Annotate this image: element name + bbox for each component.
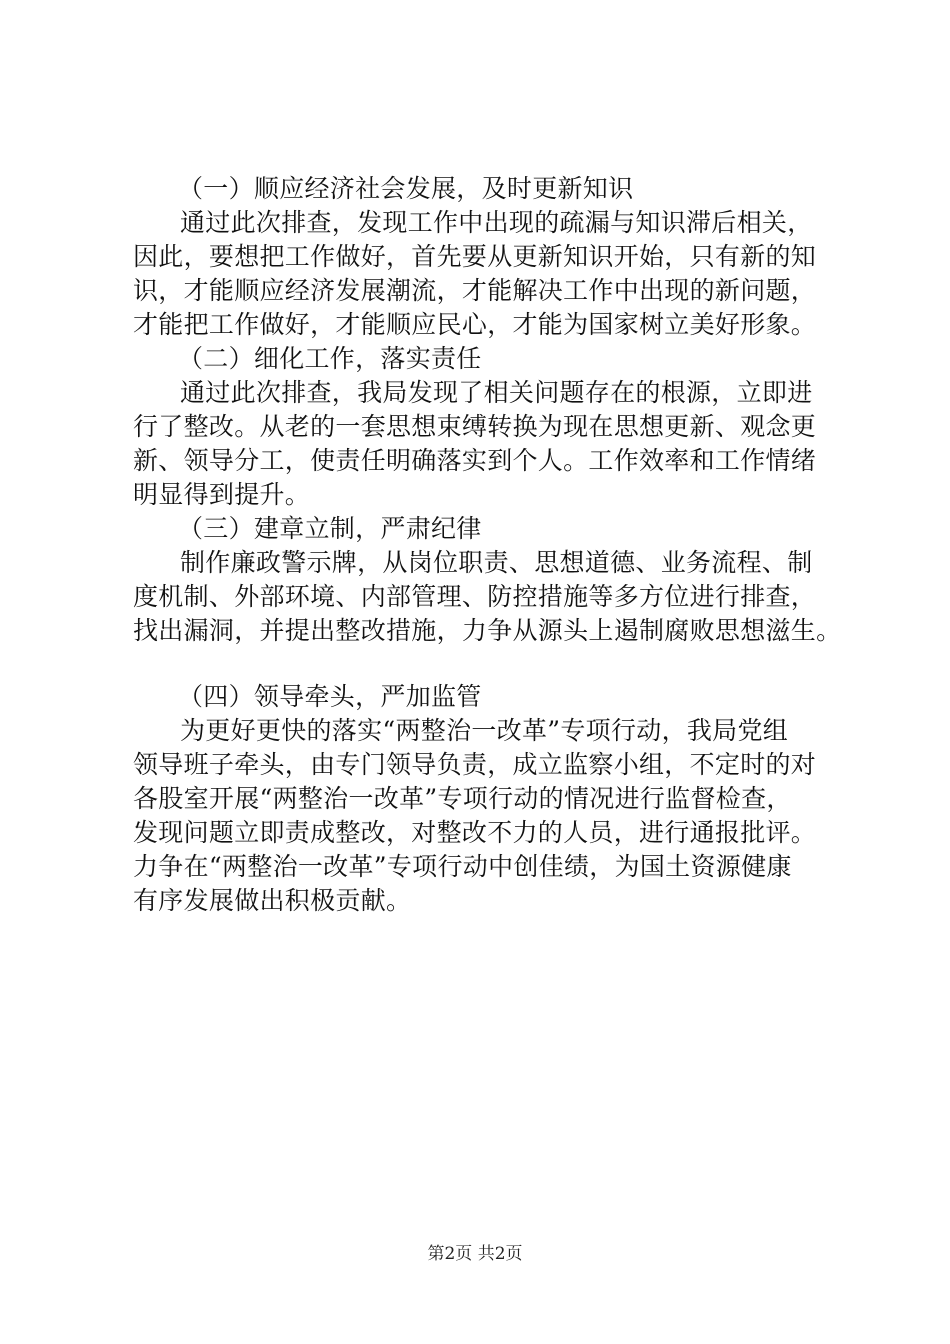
section-heading-4: （四）领导牵头，严加监管 bbox=[178, 682, 482, 711]
paragraph-line: 行了整改。从老的一套思想束缚转换为现在思想更新、观念更 bbox=[133, 412, 817, 441]
paragraph-line: 度机制、外部环境、内部管理、防控措施等多方位进行排查， bbox=[133, 582, 817, 611]
paragraph-line: 识，才能顺应经济发展潮流，才能解决工作中出现的新问题， bbox=[133, 276, 817, 305]
paragraph-line: 力争在“两整治一改革”专项行动中创佳绩，为国土资源健康 bbox=[133, 852, 792, 881]
paragraph-line: 领导班子牵头，由专门领导负责，成立监察小组，不定时的对 bbox=[133, 750, 817, 779]
paragraph-line: 为更好更快的落实“两整治一改革”专项行动，我局党组 bbox=[180, 716, 789, 745]
section-heading-2: （二）细化工作，落实责任 bbox=[178, 344, 482, 373]
paragraph-line: 通过此次排查，我局发现了相关问题存在的根源，立即进 bbox=[180, 378, 813, 407]
paragraph-line: 新、领导分工，使责任明确落实到个人。工作效率和工作情绪 bbox=[133, 446, 817, 475]
paragraph-line: 找出漏洞，并提出整改措施，力争从源头上遏制腐败思想滋生。 bbox=[133, 616, 842, 645]
document-body bbox=[133, 172, 849, 918]
paragraph-line: 通过此次排查，发现工作中出现的疏漏与知识滞后相关， bbox=[180, 208, 813, 237]
paragraph-line: 制作廉政警示牌，从岗位职责、思想道德、业务流程、制 bbox=[180, 548, 813, 577]
paragraph-spacer bbox=[133, 648, 849, 680]
paragraph-line: 有序发展做出积极贡献。 bbox=[133, 886, 412, 915]
paragraph-line: 各股室开展“两整治一改革”专项行动的情况进行监督检查， bbox=[133, 784, 792, 813]
paragraph-line: 才能把工作做好，才能顺应民心，才能为国家树立美好形象。 bbox=[133, 310, 817, 339]
section-heading-3: （三）建章立制，严肃纪律 bbox=[178, 514, 482, 543]
paragraph-line: 因此，要想把工作做好，首先要从更新知识开始，只有新的知 bbox=[133, 242, 817, 271]
section-heading-1: （一）顺应经济社会发展，及时更新知识 bbox=[178, 174, 634, 203]
page-footer: 第2页 共2页 bbox=[427, 1244, 523, 1264]
paragraph-line: 明显得到提升。 bbox=[133, 480, 311, 509]
paragraph-line: 发现问题立即责成整改，对整改不力的人员，进行通报批评。 bbox=[133, 818, 817, 847]
